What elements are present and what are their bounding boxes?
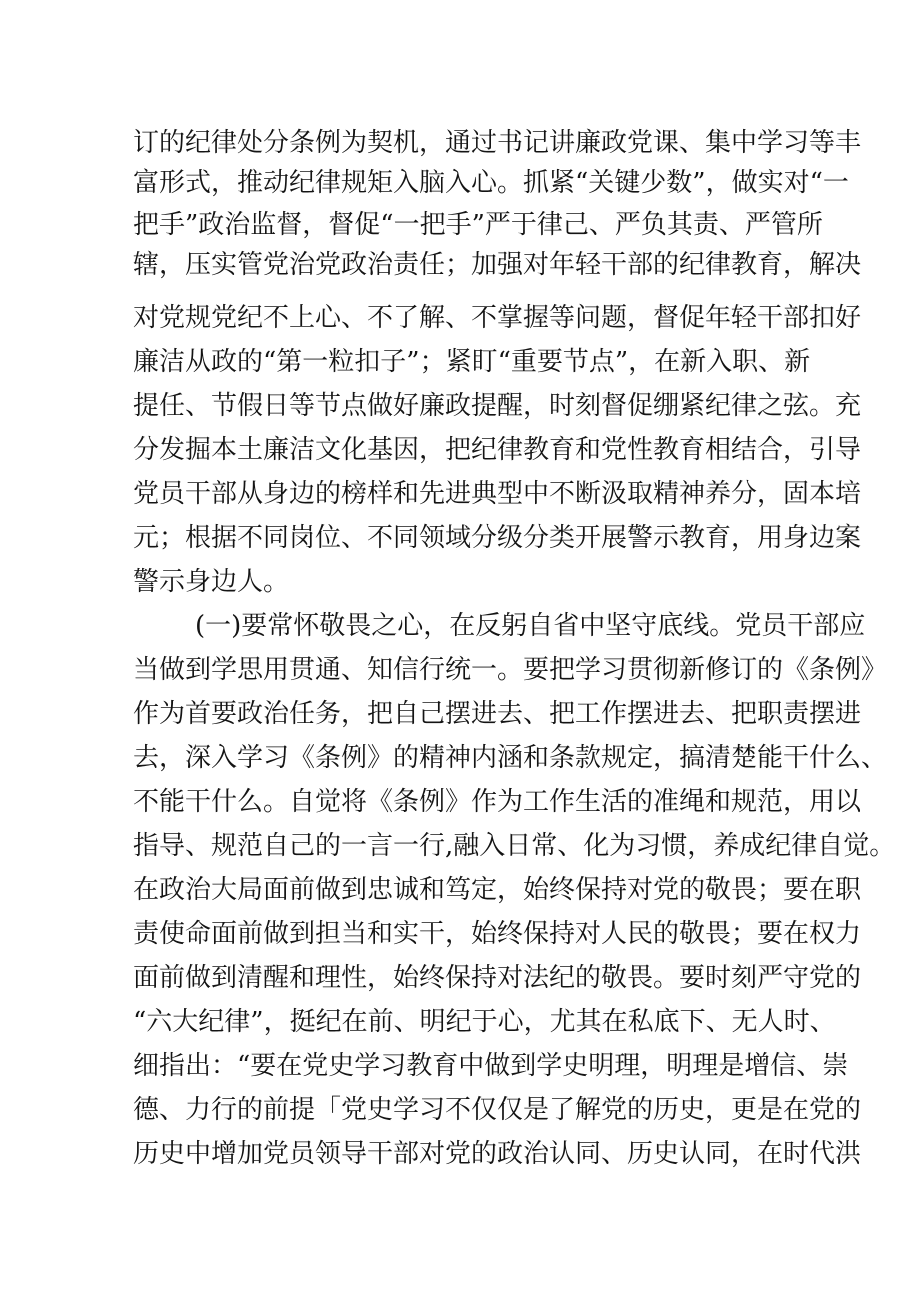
text-line-8: 分发掘本土廉洁文化基因，把纪律教育和党性教育相结合，引导 [133, 435, 862, 465]
text-line-19: 责使命面前做到担当和实干，始终保持对人民的敬畏；要在权力 [133, 919, 862, 949]
text-line-18: 在政治大局面前做到忠诚和笃定，始终保持对党的敬畏；要在职 [133, 875, 862, 905]
text-line-14: 作为首要政治任务，把自己摆进去、把工作摆进去、把职责摆进 [133, 699, 862, 729]
text-line-9: 党员干部从身边的榜样和先进典型中不断汲取精神养分，固本培 [133, 479, 862, 509]
text-line-11: 警示身边人。 [133, 567, 290, 597]
text-line-24: 历史中增加党员领导干部对党的政治认同、历史认同，在时代洪 [133, 1139, 862, 1169]
text-line-16: 不能干什么。自觉将《条例》作为工作生活的准绳和规范，用以 [133, 787, 862, 817]
text-line-3: 把手”政治监督，督促“一把手”严于律己、严负其责、严管所 [133, 210, 823, 240]
text-line-17: 指导、规范自己的一言一行,融入日常、化为习惯，养成纪律自觉。 [133, 831, 896, 861]
text-line-5: 对党规党纪不上心、不了解、不掌握等问题，督促年轻干部扣好 [133, 303, 862, 333]
text-line-7: 提任、节假日等节点做好廉政提醒，时刻督促绷紧纪律之弦。充 [133, 391, 862, 421]
text-line-20: 面前做到清醒和理性，始终保持对法纪的敬畏。要时刻严守党的 [133, 963, 862, 993]
text-line-2: 富形式，推动纪律规矩入脑入心。抓紧“关键少数”，做实对“一 [133, 168, 849, 198]
text-line-21: “六大纪律”，挺纪在前、明纪于心，尤其在私底下、无人时、 [133, 1007, 836, 1037]
text-line-4: 辖，压实管党治党政治责任；加强对年轻干部的纪律教育，解决 [133, 250, 862, 280]
text-line-10: 元；根据不同岗位、不同领域分级分类开展警示教育，用身边案 [133, 523, 862, 553]
text-line-22: 细指出：“要在党史学习教育中做到学史明理，明理是增信、崇 [133, 1051, 849, 1081]
text-line-1: 订的纪律处分条例为契机，通过书记讲廉政党课、集中学习等丰 [133, 128, 862, 158]
text-line-12: (一)要常怀敬畏之心，在反躬自省中坚守底线。党员干部应 [195, 611, 866, 641]
text-line-6: 廉洁从政的“第一粒扣子”；紧盯“重要节点”，在新入职、新 [133, 347, 811, 377]
text-line-13: 当做到学思用贯通、知信行统一。要把学习贯彻新修订的《条例》 [133, 655, 888, 685]
text-line-15: 去，深入学习《条例》的精神内涵和条款规定，搞清楚能干什么、 [133, 743, 888, 773]
text-line-23: 德、力行的前提「党史学习不仅仅是了解党的历史，更是在党的 [133, 1095, 862, 1125]
